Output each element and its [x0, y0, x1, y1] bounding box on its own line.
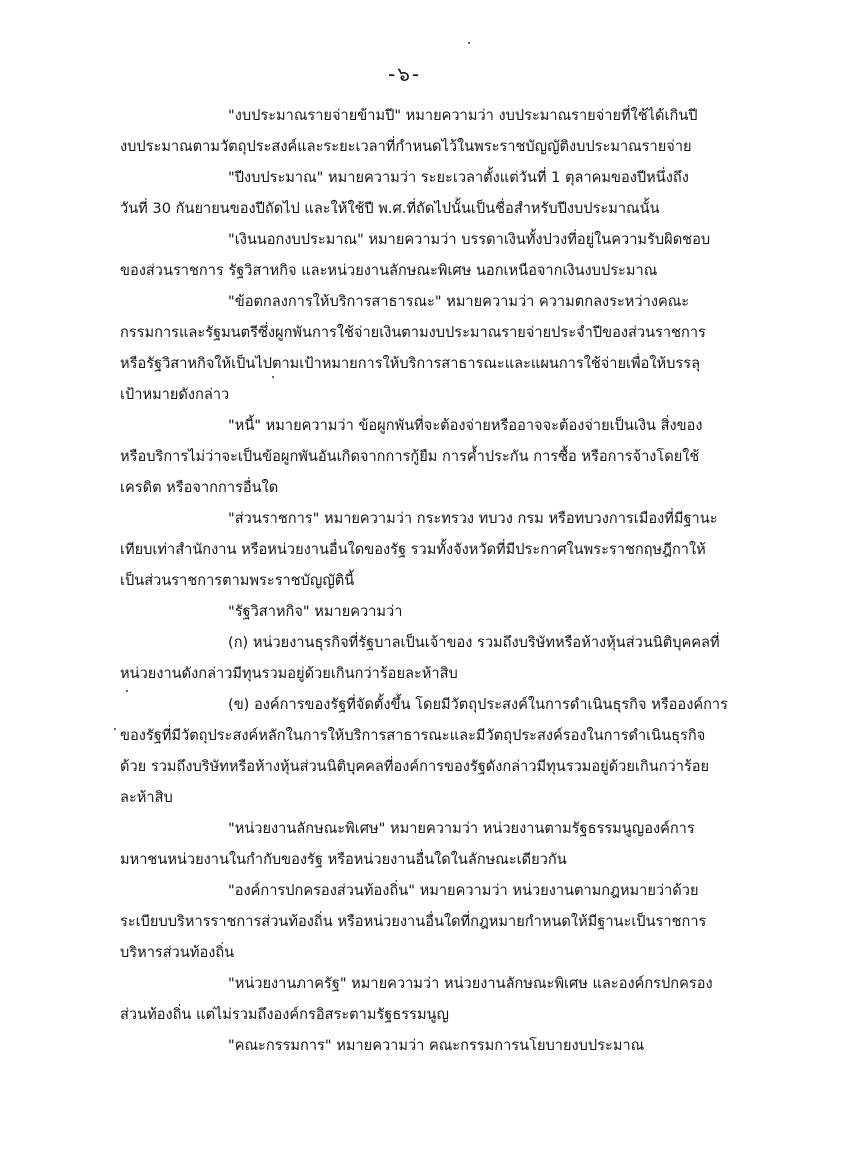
text-line: "รัฐวิสาหกิจ" หมายความว่า [228, 603, 403, 620]
text-line: งบประมาณตามวัตถุประสงค์และระยะเวลาที่กำหนดไว้ในพระราชบัญญัติงบประมาณรายจ่าย [120, 138, 692, 155]
text-line: มหาชนหน่วยงานในกำกับของรัฐ หรือหน่วยงานอื่นใดในลักษณะเดียวกัน [120, 851, 567, 868]
text-line: บริหารส่วนท้องถิ่น [120, 944, 235, 961]
scan-speck [114, 728, 116, 730]
text-line: ของรัฐที่มีวัตถุประสงค์หลักในการให้บริการสาธารณะและมีวัตถุประสงค์รองในการดำเนินธุรกิจ [120, 727, 706, 744]
text-line: เครดิต หรือจากการอื่นใด [120, 479, 279, 496]
text-line: ละห้าสิบ [120, 789, 173, 806]
text-line: หรือบริการไม่ว่าจะเป็นข้อผูกพันอันเกิดจากการกู้ยืม การค้ำประกัน การซื้อ หรือการจ้างโดยใช้ [120, 448, 700, 465]
scan-speck [126, 690, 128, 692]
text-line: เป้าหมายดังกล่าว [120, 386, 230, 403]
text-line: "ปีงบประมาณ" หมายความว่า ระยะเวลาตั้งแต่วันที่ 1 ตุลาคมของปีหนึ่งถึง [228, 169, 689, 186]
page-number: -๖- [388, 62, 422, 86]
text-line: ของส่วนราชการ รัฐวิสาหกิจ และหน่วยงานลักษณะพิเศษ นอกเหนือจากเงินงบประมาณ [120, 262, 658, 279]
text-line: "หน่วยงานภาครัฐ" หมายความว่า หน่วยงานลักษณะพิเศษ และองค์กรปกครอง [228, 975, 713, 992]
text-line: "องค์การปกครองส่วนท้องถิ่น" หมายความว่า หน่วยงานตามกฎหมายว่าด้วย [228, 882, 699, 899]
text-line: "ข้อตกลงการให้บริการสาธารณะ" หมายความว่า ความตกลงระหว่างคณะ [228, 293, 690, 310]
text-line: "คณะกรรมการ" หมายความว่า คณะกรรมการนโยบายงบประมาณ [228, 1037, 645, 1054]
text-line: ส่วนท้องถิ่น แต่ไม่รวมถึงองค์กรอิสระตามรัฐธรรมนูญ [120, 1006, 449, 1023]
text-line: (ก) หน่วยงานธุรกิจที่รัฐบาลเป็นเจ้าของ รวมถึงบริษัทหรือห้างหุ้นส่วนนิติบุคคลที่ [228, 634, 720, 651]
text-line: "หน่วยงานลักษณะพิเศษ" หมายความว่า หน่วยงานตามรัฐธรรมนูญองค์การ [228, 820, 695, 837]
text-line: ด้วย รวมถึงบริษัทหรือห้างหุ้นส่วนนิติบุคคลที่องค์การของรัฐดังกล่าวมีทุนรวมอยู่ด้วยเกินกว่าร้อย [120, 758, 710, 775]
text-line: เป็นส่วนราชการตามพระราชบัญญัตินี้ [120, 572, 355, 589]
text-line: เทียบเท่าสำนักงาน หรือหน่วยงานอื่นใดของรัฐ รวมทั้งจังหวัดที่มีประกาศในพระราชกฤษฎีกาให้ [120, 541, 706, 558]
text-line: ระเบียบบริหารราชการส่วนท้องถิ่น หรือหน่วยงานอื่นใดที่กฎหมายกำหนดให้มีฐานะเป็นราชการ [120, 913, 707, 930]
text-line: กรรมการและรัฐมนตรีซึ่งผูกพันการใช้จ่ายเงินตามงบประมาณรายจ่ายประจำปีของส่วนราชการ [120, 324, 706, 341]
text-line: "ส่วนราชการ" หมายความว่า กระทรวง ทบวง กรม หรือทบวงการเมืองที่มีฐานะ [228, 510, 718, 527]
scan-speck [468, 42, 470, 44]
text-line: หรือรัฐวิสาหกิจให้เป็นไปตามเป้าหมายการให้บริการสาธารณะและแผนการใช้จ่ายเพื่อให้บรรลุ [120, 355, 701, 372]
text-line: "เงินนอกงบประมาณ" หมายความว่า บรรดาเงินทั้งปวงที่อยู่ในความรับผิดชอบ [228, 231, 711, 248]
text-line: (ข) องค์การของรัฐที่จัดตั้งขึ้น โดยมีวัตถุประสงค์ในการดำเนินธุรกิจ หรือองค์การ [228, 696, 728, 713]
text-line: "หนี้" หมายความว่า ข้อผูกพันที่จะต้องจ่ายหรืออาจจะต้องจ่ายเป็นเงิน สิ่งของ [228, 417, 703, 434]
text-line: วันที่ 30 กันยายนของปีถัดไป และให้ใช้ปี พ.ศ.ที่ถัดไปนั้นเป็นชื่อสำหรับปีงบประมาณนั้น [120, 200, 660, 217]
scan-speck [272, 376, 274, 378]
text-line: หน่วยงานดังกล่าวมีทุนรวมอยู่ด้วยเกินกว่าร้อยละห้าสิบ [120, 665, 458, 682]
text-line: "งบประมาณรายจ่ายข้ามปี" หมายความว่า งบประมาณรายจ่ายที่ใช้ได้เกินปี [228, 107, 698, 124]
